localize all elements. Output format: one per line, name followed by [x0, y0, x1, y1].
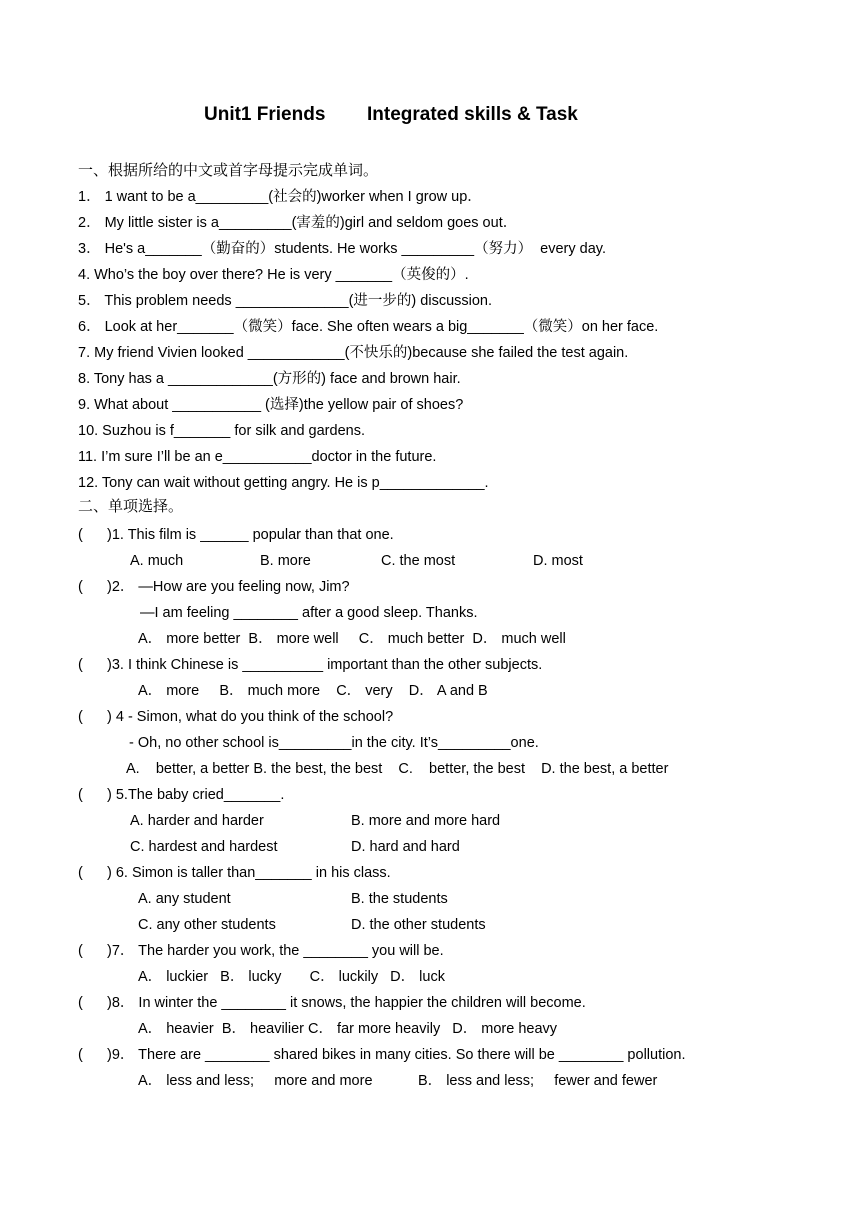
option: C. hardest and hardest: [130, 839, 278, 855]
option-row: A． more better B． more well C． much better D． much well: [138, 631, 566, 647]
option: B. more: [260, 553, 311, 569]
option-row: A. better, a better B. the best, the best C. better, the best D. the best, a better: [126, 761, 669, 777]
question-stem: ( ) 5.The baby cried_______.: [78, 787, 285, 803]
vocab-item: 9. What about ___________ (选择)the yellow pair of shoes?: [78, 397, 464, 413]
vocab-item: 3． He's a_______（勤奋的）students. He works _________（努力） every day.: [78, 241, 606, 257]
vocab-item: 10. Suzhou is f_______ for silk and gardens.: [78, 423, 365, 439]
vocab-item: 4. Who’s the boy over there? He is very _______（英俊的）.: [78, 267, 469, 283]
option: B. more and more hard: [351, 813, 501, 829]
title-unit: Unit1 Friends: [204, 104, 326, 125]
question-stem: ( )7． The harder you work, the ________ you will be.: [78, 943, 444, 959]
section2-heading: 二、单项选择。: [78, 498, 184, 515]
option: A. harder and harder: [130, 813, 264, 829]
option: A． less and less; more and more: [138, 1073, 373, 1089]
section1-heading: 一、根据所给的中文或首字母提示完成单词。: [78, 162, 379, 179]
option: D. hard and hard: [351, 839, 460, 855]
vocab-item: 2． My little sister is a_________(害羞的)girl and seldom goes out．: [78, 215, 518, 231]
option: C. the most: [381, 553, 456, 569]
option: C. any other students: [138, 917, 276, 933]
option: D. the other students: [351, 917, 486, 933]
vocab-item: 5． This problem needs ______________(进一步的) discussion.: [78, 293, 493, 309]
vocab-item: 1． 1 want to be a_________(社会的)worker when I grow up．: [78, 189, 482, 205]
question-stem: ( )3. I think Chinese is __________ important than the other subjects.: [78, 657, 543, 673]
question-stem: ( )9． There are ________ shared bikes in many cities. So there will be ________ pollution.: [78, 1047, 686, 1063]
option: A. much: [130, 553, 184, 569]
question-stem-continuation: - Oh, no other school is_________in the city. It’s_________one.: [129, 735, 539, 751]
question-stem: ( )8． In winter the ________ it snows, the happier the children will become.: [78, 995, 586, 1011]
option-row: A． more B． much more C． very D． A and B: [138, 683, 488, 699]
option: A. any student: [138, 891, 231, 907]
option: D. most: [533, 553, 583, 569]
vocab-item: 6． Look at her_______（微笑）face. She often wears a big_______（微笑）on her face.: [78, 319, 659, 335]
question-stem: ( ) 6. Simon is taller than_______ in his class.: [78, 865, 391, 881]
vocab-item: 12. Tony can wait without getting angry. He is p_____________.: [78, 475, 489, 491]
option-row: A． luckier B． lucky C． luckily D． luck: [138, 969, 445, 985]
vocab-item: 7. My friend Vivien looked ____________(不快乐的)because she failed the test again.: [78, 345, 629, 361]
question-stem: ( )2． —How are you feeling now, Jim?: [78, 579, 350, 595]
question-stem: ( ) 4 - Simon, what do you think of the school?: [78, 709, 394, 725]
option-row: A． heavier B． heavilier C． far more heavily D． more heavy: [138, 1021, 558, 1037]
option: B． less and less; fewer and fewer: [418, 1073, 658, 1089]
vocab-item: 8. Tony has a _____________(方形的) face and brown hair.: [78, 371, 461, 387]
option: B. the students: [351, 891, 448, 907]
title-topic: Integrated skills & Task: [367, 104, 578, 125]
vocab-item: 11. I’m sure I’ll be an e___________doctor in the future.: [78, 449, 437, 465]
question-stem-continuation: —I am feeling ________ after a good sleep. Thanks.: [140, 605, 478, 621]
question-stem: ( )1. This film is ______ popular than that one.: [78, 527, 394, 543]
